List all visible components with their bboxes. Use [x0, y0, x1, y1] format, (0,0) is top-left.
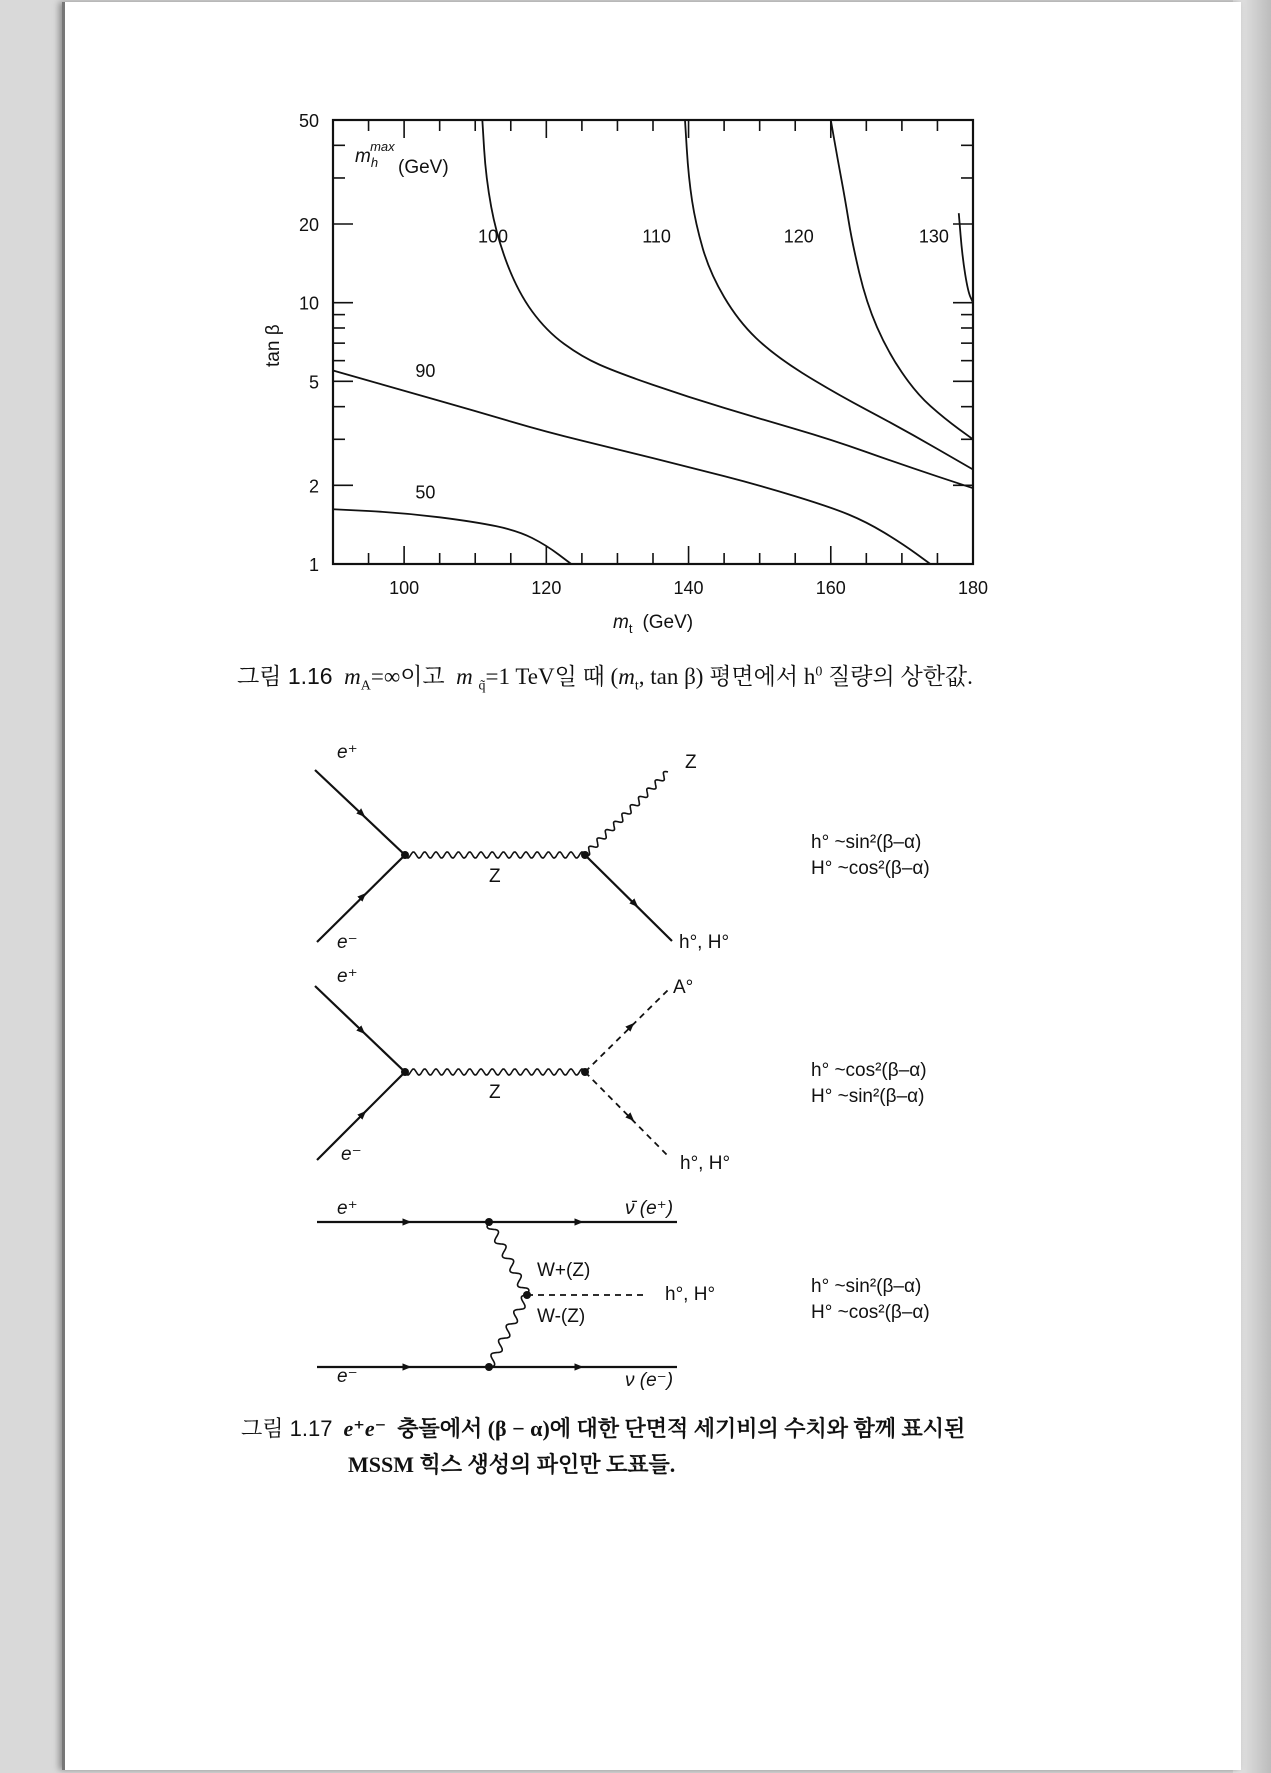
- figure-1-16-caption: 그림 1.16 $m_A=\infty$이고 m $_{q̃}$=1 TeV일 때 ($m_t$, tan β) 평면에서 $h^0$ 질량의 상한값.: [237, 663, 973, 694]
- vertex: [401, 851, 409, 859]
- svg-text:W+(Z): W+(Z): [537, 1260, 591, 1281]
- contour-110: [685, 120, 973, 469]
- svg-text:ν̄ (e⁺): ν̄ (e⁺): [625, 1198, 674, 1219]
- contour-label-110: 110: [642, 226, 671, 247]
- contour-label-120: 120: [783, 226, 814, 247]
- diagram-ah-production: [315, 966, 927, 1174]
- e-minus-line: [317, 855, 405, 942]
- vertex: [581, 851, 589, 859]
- x-tick-label: 100: [389, 578, 420, 598]
- mh-max-contour-chart: [65, 2, 1241, 722]
- label-e-minus: e⁻: [337, 932, 358, 953]
- svg-text:A°: A°: [673, 977, 694, 998]
- label-z-out: Z: [685, 752, 697, 773]
- svg-text:h°, H°: h°, H°: [665, 1284, 716, 1305]
- higgs-line: [585, 1072, 670, 1158]
- svg-text:e⁺: e⁺: [337, 966, 358, 987]
- svg-text:e⁻: e⁻: [337, 1366, 358, 1387]
- svg-text:Z: Z: [489, 1082, 501, 1103]
- svg-text:H° ~cos²(β–α): H° ~cos²(β–α): [811, 1302, 930, 1323]
- y-tick-label: 20: [298, 214, 319, 235]
- svg-text:W-(Z): W-(Z): [537, 1306, 586, 1327]
- svg-text:ν (e⁻): ν (e⁻): [625, 1370, 674, 1391]
- svg-text:h° ~cos²(β–α): h° ~cos²(β–α): [811, 1060, 927, 1081]
- x-tick-label: 140: [673, 578, 704, 598]
- coupling-1: h° ~sin²(β–α): [811, 832, 922, 853]
- diagram-ww-fusion: [317, 1198, 930, 1391]
- z-outgoing: [585, 772, 668, 856]
- z-propagator: [405, 852, 585, 858]
- coupling-2: H° ~cos²(β–α): [811, 858, 930, 879]
- contour-130: [959, 213, 973, 302]
- y-tick-label: 2: [308, 476, 319, 497]
- figure-1-17-caption: 그림 1.17 e⁺e⁻ 충돌에서 (β − α)에 대한 단면적 세기비의 수치와 함께 표시된: [241, 1416, 966, 1441]
- svg-text:e⁺: e⁺: [337, 1198, 358, 1219]
- y-tick-label: 50: [298, 111, 319, 131]
- svg-text:e⁻: e⁻: [341, 1144, 362, 1165]
- svg-text:h° ~sin²(β–α): h° ~sin²(β–α): [811, 1276, 922, 1297]
- label-e-plus: e⁺: [337, 742, 358, 763]
- y-tick-label: 5: [308, 372, 319, 393]
- e-plus-line: [315, 770, 405, 855]
- contour-120: [831, 120, 973, 439]
- svg-text:H° ~sin²(β–α): H° ~sin²(β–α): [811, 1086, 925, 1107]
- x-tick-label: 180: [957, 578, 989, 598]
- x-axis-label: $m_t$ (GeV): [613, 612, 694, 636]
- feynman-diagrams: [65, 722, 1241, 1402]
- figure-1-17-caption-line2: MSSM 힉스 생성의 파인만 도표들.: [348, 1452, 676, 1477]
- y-tick-label: 10: [298, 293, 319, 314]
- contour-label-100: 100: [477, 226, 509, 247]
- z-propagator: [405, 1069, 585, 1075]
- chart-title-unit: (GeV): [398, 157, 449, 178]
- w-plus-propagator: [487, 1222, 529, 1295]
- label-z: Z: [489, 866, 501, 887]
- contour-label-90: 90: [415, 360, 436, 381]
- a-line: [585, 990, 668, 1072]
- y-tick-label: 1: [308, 555, 319, 575]
- label-higgs: h°, H°: [679, 932, 730, 953]
- book-page: [62, 2, 1241, 1770]
- x-tick-label: 120: [531, 578, 562, 598]
- contour-90: [333, 371, 930, 564]
- x-tick-label: 160: [815, 578, 846, 598]
- higgs-line: [585, 855, 672, 941]
- chart-title: $m_h\max$: [355, 139, 395, 170]
- diagram-zh-strahlung: [315, 742, 930, 953]
- contour-label-130: 130: [918, 226, 949, 247]
- svg-text:h°, H°: h°, H°: [680, 1153, 731, 1174]
- y-axis-label: tan β: [263, 324, 284, 367]
- contour-label-50: 50: [415, 482, 436, 503]
- w-minus-propagator: [489, 1295, 527, 1367]
